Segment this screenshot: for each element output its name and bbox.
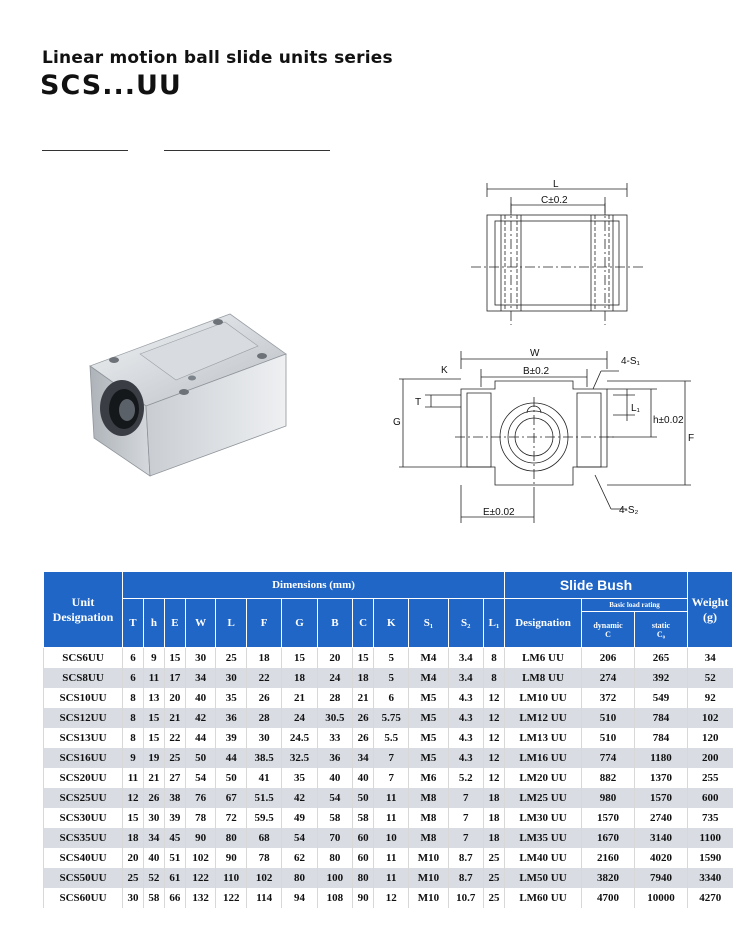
table-cell: 11 (374, 808, 409, 828)
table-cell: 25 (483, 868, 504, 888)
table-cell: 66 (164, 888, 185, 908)
cell-slide-bush: LM13 UU (505, 728, 582, 748)
table-cell: M5 (409, 708, 448, 728)
cell-unit-designation: SCS50UU (44, 868, 123, 888)
table-cell: 1370 (635, 768, 688, 788)
divider-short (42, 150, 128, 151)
table-cell: 2160 (582, 848, 635, 868)
dim-label-T: T (415, 397, 422, 408)
table-cell: 102 (185, 848, 216, 868)
col-header-dynamic: dynamic C (582, 612, 635, 648)
table-cell: 70 (317, 828, 352, 848)
table-cell: 52 (688, 668, 733, 688)
table-cell: M8 (409, 808, 448, 828)
table-cell: 32.5 (282, 748, 317, 768)
table-cell: M4 (409, 668, 448, 688)
dim-label-G: G (393, 417, 401, 428)
dim-label-L: L (553, 179, 559, 190)
table-cell: 114 (246, 888, 281, 908)
table-row (44, 728, 733, 748)
table-cell: M5 (409, 728, 448, 748)
cell-unit-designation: SCS13UU (44, 728, 123, 748)
table-cell: 61 (164, 868, 185, 888)
table-cell: 7940 (635, 868, 688, 888)
table-cell: 21 (353, 688, 374, 708)
col-header-F: F (246, 599, 281, 648)
cell-unit-designation: SCS30UU (44, 808, 123, 828)
table-row (44, 648, 733, 669)
table-cell: 7 (374, 748, 409, 768)
basic-load-rating-header: Basic load rating (582, 599, 688, 612)
dim-label-F: F (688, 433, 695, 444)
table-row (44, 888, 733, 908)
table-cell: 22 (246, 668, 281, 688)
col-header-static: static C₀ (635, 612, 688, 648)
table-cell: 122 (216, 888, 247, 908)
table-cell: 4.3 (448, 728, 483, 748)
table-cell: 90 (185, 828, 216, 848)
table-cell: 60 (353, 848, 374, 868)
table-cell: 76 (185, 788, 216, 808)
table-cell: 30 (123, 888, 144, 908)
table-cell: 20 (123, 848, 144, 868)
table-cell: 28 (317, 688, 352, 708)
table-cell: 30 (216, 668, 247, 688)
divider-long (164, 150, 330, 151)
dim-label-S2: 4-S₂ (619, 505, 639, 516)
table-cell: 18 (483, 808, 504, 828)
table-cell: 42 (282, 788, 317, 808)
table-cell: 68 (246, 828, 281, 848)
table-cell: 18 (483, 828, 504, 848)
dim-label-C: C±0.2 (541, 195, 568, 206)
table-cell: 36 (317, 748, 352, 768)
col-header-W: W (185, 599, 216, 648)
table-row (44, 788, 733, 808)
table-cell: 8 (123, 708, 144, 728)
cell-unit-designation: SCS16UU (44, 748, 123, 768)
table-cell: 25 (123, 868, 144, 888)
table-cell: 6 (123, 668, 144, 688)
table-cell: 38 (164, 788, 185, 808)
table-cell: 92 (688, 688, 733, 708)
table-cell: M4 (409, 648, 448, 669)
table-cell: 3140 (635, 828, 688, 848)
table-cell: 67 (216, 788, 247, 808)
table-cell: 510 (582, 708, 635, 728)
table-cell: 15 (164, 648, 185, 669)
table-cell: 11 (374, 868, 409, 888)
table-cell: 50 (216, 768, 247, 788)
cell-unit-designation: SCS12UU (44, 708, 123, 728)
table-cell: 45 (164, 828, 185, 848)
table-cell: 15 (143, 728, 164, 748)
cell-unit-designation: SCS8UU (44, 668, 123, 688)
table-cell: 8 (483, 648, 504, 669)
table-cell: 774 (582, 748, 635, 768)
table-cell: 21 (282, 688, 317, 708)
table-cell: 15 (282, 648, 317, 669)
table-cell: 18 (483, 788, 504, 808)
table-row (44, 868, 733, 888)
table-cell: 13 (143, 688, 164, 708)
table-cell: 72 (216, 808, 247, 828)
table-cell: M10 (409, 848, 448, 868)
table-cell: 40 (353, 768, 374, 788)
table-cell: 5 (374, 668, 409, 688)
table-cell: 18 (246, 648, 281, 669)
table-cell: 4270 (688, 888, 733, 908)
table-cell: 34 (688, 648, 733, 669)
table-cell: 4.3 (448, 688, 483, 708)
table-cell: 24 (282, 708, 317, 728)
col-header-h: h (143, 599, 164, 648)
table-cell: 12 (483, 748, 504, 768)
table-cell: 26 (143, 788, 164, 808)
table-cell: 50 (353, 788, 374, 808)
table-cell: 30 (246, 728, 281, 748)
spec-table-body (44, 648, 733, 909)
table-cell: M6 (409, 768, 448, 788)
table-cell: M10 (409, 868, 448, 888)
table-cell: 39 (216, 728, 247, 748)
table-row (44, 848, 733, 868)
table-cell: 78 (246, 848, 281, 868)
table-cell: M8 (409, 788, 448, 808)
table-cell: 26 (353, 728, 374, 748)
table-cell: 9 (123, 748, 144, 768)
cell-slide-bush: LM8 UU (505, 668, 582, 688)
table-cell: 102 (246, 868, 281, 888)
table-cell: 21 (143, 768, 164, 788)
table-cell: 8 (123, 728, 144, 748)
table-cell: 5 (374, 648, 409, 669)
table-cell: 40 (185, 688, 216, 708)
table-cell: 11 (123, 768, 144, 788)
cell-unit-designation: SCS35UU (44, 828, 123, 848)
table-cell: 39 (164, 808, 185, 828)
cell-unit-designation: SCS20UU (44, 768, 123, 788)
table-cell: 1180 (635, 748, 688, 768)
table-cell: 17 (164, 668, 185, 688)
table-cell: 20 (317, 648, 352, 669)
cell-slide-bush: LM16 UU (505, 748, 582, 768)
table-cell: 58 (143, 888, 164, 908)
col-header-G: G (282, 599, 317, 648)
table-cell: 600 (688, 788, 733, 808)
table-cell: 18 (353, 668, 374, 688)
cell-slide-bush: LM35 UU (505, 828, 582, 848)
cell-unit-designation: SCS6UU (44, 648, 123, 669)
table-cell: 9 (143, 648, 164, 669)
table-cell: 8 (123, 688, 144, 708)
table-cell: 980 (582, 788, 635, 808)
table-cell: 200 (688, 748, 733, 768)
table-cell: 22 (164, 728, 185, 748)
table-cell: 8 (483, 668, 504, 688)
table-cell: 41 (246, 768, 281, 788)
table-cell: 7 (448, 808, 483, 828)
cell-unit-designation: SCS25UU (44, 788, 123, 808)
col-header-L1: L₁ (483, 599, 504, 648)
page-title: SCS...UU (40, 70, 182, 101)
table-cell: 30.5 (317, 708, 352, 728)
table-cell: 3.4 (448, 668, 483, 688)
weight-header: Weight (g) (688, 572, 733, 648)
cell-slide-bush: LM20 UU (505, 768, 582, 788)
table-cell: 49 (282, 808, 317, 828)
table-cell: 1570 (582, 808, 635, 828)
table-cell: 36 (216, 708, 247, 728)
table-cell: 372 (582, 688, 635, 708)
table-row (44, 748, 733, 768)
table-row (44, 688, 733, 708)
table-cell: 25 (483, 888, 504, 908)
table-cell: 8.7 (448, 868, 483, 888)
table-cell: 15 (353, 648, 374, 669)
table-cell: 265 (635, 648, 688, 669)
table-cell: M5 (409, 748, 448, 768)
table-cell: 274 (582, 668, 635, 688)
table-row (44, 708, 733, 728)
table-row (44, 768, 733, 788)
cell-unit-designation: SCS10UU (44, 688, 123, 708)
table-cell: 25 (483, 848, 504, 868)
table-cell: 52 (143, 868, 164, 888)
cell-slide-bush: LM30 UU (505, 808, 582, 828)
table-cell: 15 (143, 708, 164, 728)
table-cell: 6 (374, 688, 409, 708)
dim-label-E: E±0.02 (483, 507, 515, 518)
cell-slide-bush: LM40 UU (505, 848, 582, 868)
table-cell: 44 (185, 728, 216, 748)
cell-slide-bush: LM50 UU (505, 868, 582, 888)
table-cell: 44 (216, 748, 247, 768)
table-cell: 1100 (688, 828, 733, 848)
cell-unit-designation: SCS40UU (44, 848, 123, 868)
table-cell: 11 (374, 848, 409, 868)
table-cell: 510 (582, 728, 635, 748)
col-header-S1: S₁ (409, 599, 448, 648)
cell-slide-bush: LM12 UU (505, 708, 582, 728)
col-header-S2: S₂ (448, 599, 483, 648)
table-cell: 10000 (635, 888, 688, 908)
dim-label-W: W (530, 348, 540, 359)
table-cell: 25 (216, 648, 247, 669)
table-cell: 735 (688, 808, 733, 828)
table-cell: 6 (123, 648, 144, 669)
table-cell: 50 (185, 748, 216, 768)
table-cell: 206 (582, 648, 635, 669)
table-cell: 10.7 (448, 888, 483, 908)
table-cell: 122 (185, 868, 216, 888)
table-cell: 34 (185, 668, 216, 688)
table-cell: 4020 (635, 848, 688, 868)
table-cell: 784 (635, 728, 688, 748)
product-photo (80, 308, 310, 498)
cell-slide-bush: LM60 UU (505, 888, 582, 908)
table-cell: 21 (164, 708, 185, 728)
table-cell: 35 (282, 768, 317, 788)
table-cell: 80 (282, 868, 317, 888)
dim-label-S1: 4-S₁ (621, 356, 640, 367)
cell-slide-bush: LM10 UU (505, 688, 582, 708)
table-cell: 5.75 (374, 708, 409, 728)
table-cell: 51.5 (246, 788, 281, 808)
table-cell: 26 (353, 708, 374, 728)
table-cell: 1590 (688, 848, 733, 868)
table-cell: 1670 (582, 828, 635, 848)
table-cell: 19 (143, 748, 164, 768)
table-cell: 34 (143, 828, 164, 848)
cell-unit-designation: SCS60UU (44, 888, 123, 908)
table-cell: 120 (688, 728, 733, 748)
page-subtitle: Linear motion ball slide units series (42, 48, 393, 68)
col-header-L: L (216, 599, 247, 648)
dim-label-h: h±0.02 (653, 415, 684, 426)
table-cell: 54 (185, 768, 216, 788)
table-cell: 7 (374, 768, 409, 788)
technical-drawing (395, 175, 715, 530)
cell-slide-bush: LM6 UU (505, 648, 582, 669)
dim-label-K: K (441, 365, 448, 376)
table-cell: 12 (483, 708, 504, 728)
table-cell: M8 (409, 828, 448, 848)
table-cell: 24 (317, 668, 352, 688)
table-cell: 28 (246, 708, 281, 728)
table-cell: 100 (317, 868, 352, 888)
table-cell: 255 (688, 768, 733, 788)
table-cell: 51 (164, 848, 185, 868)
table-cell: 78 (185, 808, 216, 828)
table-cell: 12 (483, 768, 504, 788)
table-cell: 1570 (635, 788, 688, 808)
table-row (44, 668, 733, 688)
table-cell: 90 (216, 848, 247, 868)
unit-designation-header: Unit Designation (44, 572, 123, 648)
dim-label-L1: L₁ (631, 403, 640, 414)
col-header-T: T (123, 599, 144, 648)
table-cell: 10 (374, 828, 409, 848)
table-cell: 132 (185, 888, 216, 908)
col-header-designation: Designation (505, 599, 582, 648)
table-cell: 5.2 (448, 768, 483, 788)
table-cell: M10 (409, 888, 448, 908)
table-cell: 42 (185, 708, 216, 728)
table-cell: 30 (185, 648, 216, 669)
table-cell: 11 (374, 788, 409, 808)
table-cell: 58 (353, 808, 374, 828)
table-cell: 60 (353, 828, 374, 848)
table-cell: 12 (483, 728, 504, 748)
spec-table (43, 571, 733, 908)
table-cell: 12 (483, 688, 504, 708)
table-cell: 549 (635, 688, 688, 708)
table-cell: 40 (317, 768, 352, 788)
table-cell: 102 (688, 708, 733, 728)
table-cell: 8.7 (448, 848, 483, 868)
table-cell: 108 (317, 888, 352, 908)
table-cell: 80 (216, 828, 247, 848)
table-cell: 392 (635, 668, 688, 688)
table-cell: 90 (353, 888, 374, 908)
table-cell: 12 (374, 888, 409, 908)
table-cell: 18 (282, 668, 317, 688)
col-header-E: E (164, 599, 185, 648)
table-cell: 3820 (582, 868, 635, 888)
table-cell: 784 (635, 708, 688, 728)
table-cell: 94 (282, 888, 317, 908)
table-cell: 27 (164, 768, 185, 788)
slide-bush-header: Slide Bush (505, 572, 688, 599)
table-cell: 30 (143, 808, 164, 828)
table-cell: 34 (353, 748, 374, 768)
table-cell: 11 (143, 668, 164, 688)
col-header-C: C (353, 599, 374, 648)
table-cell: 4.3 (448, 708, 483, 728)
dimensions-header: Dimensions (mm) (123, 572, 505, 599)
table-cell: 35 (216, 688, 247, 708)
table-cell: 15 (123, 808, 144, 828)
cell-slide-bush: LM25 UU (505, 788, 582, 808)
table-cell: 18 (123, 828, 144, 848)
table-cell: 26 (246, 688, 281, 708)
table-cell: 2740 (635, 808, 688, 828)
table-cell: 882 (582, 768, 635, 788)
table-cell: 24.5 (282, 728, 317, 748)
table-cell: 3340 (688, 868, 733, 888)
table-cell: 25 (164, 748, 185, 768)
table-cell: 7 (448, 828, 483, 848)
table-cell: 80 (353, 868, 374, 888)
table-cell: 4700 (582, 888, 635, 908)
table-cell: 62 (282, 848, 317, 868)
table-cell: 38.5 (246, 748, 281, 768)
table-cell: 80 (317, 848, 352, 868)
table-cell: 7 (448, 788, 483, 808)
col-header-B: B (317, 599, 352, 648)
table-row (44, 828, 733, 848)
dim-label-B: B±0.2 (523, 366, 550, 377)
table-cell: 3.4 (448, 648, 483, 669)
table-cell: 5.5 (374, 728, 409, 748)
table-row (44, 808, 733, 828)
table-cell: 4.3 (448, 748, 483, 768)
table-cell: 58 (317, 808, 352, 828)
table-cell: 110 (216, 868, 247, 888)
table-cell: 59.5 (246, 808, 281, 828)
table-cell: 20 (164, 688, 185, 708)
table-cell: M5 (409, 688, 448, 708)
table-cell: 54 (282, 828, 317, 848)
table-cell: 12 (123, 788, 144, 808)
col-header-K: K (374, 599, 409, 648)
table-cell: 33 (317, 728, 352, 748)
table-cell: 54 (317, 788, 352, 808)
table-cell: 40 (143, 848, 164, 868)
